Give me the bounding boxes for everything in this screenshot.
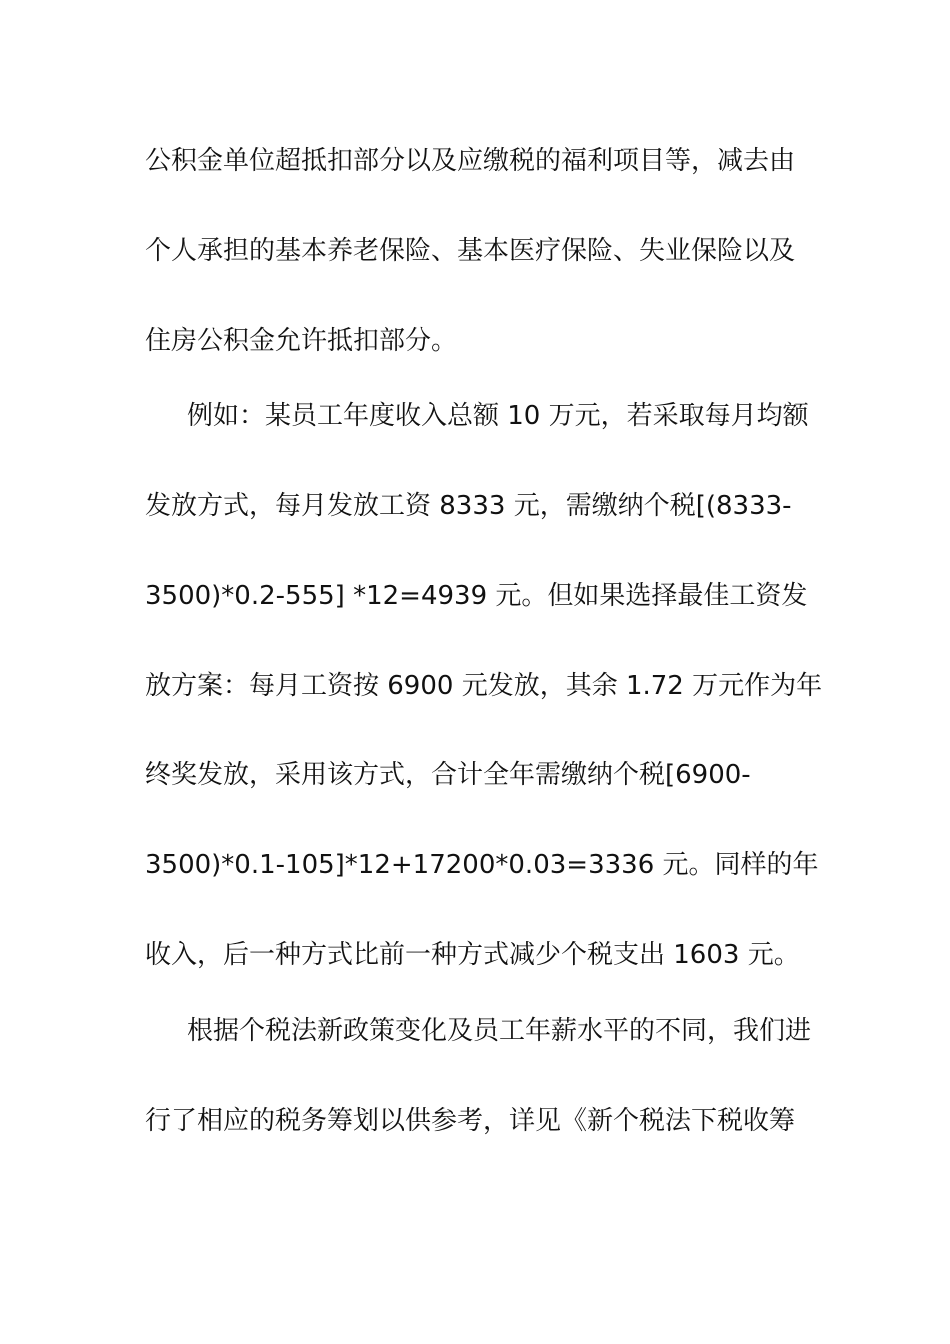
paragraph-line: 3500)*0.1-105]*12+17200*0.03=3336 元。同样的年	[145, 850, 819, 880]
paragraph-line: 行了相应的税务筹划以供参考，详见《新个税法下税收筹	[145, 1106, 796, 1136]
paragraph-line: 个人承担的基本养老保险、基本医疗保险、失业保险以及	[145, 236, 796, 266]
paragraph-line: 终奖发放，采用该方式，合计全年需缴纳个税[6900-	[145, 760, 751, 790]
paragraph-line: 住房公积金允许抵扣部分。	[145, 326, 458, 356]
paragraph-line: 根据个税法新政策变化及员工年薪水平的不同，我们进	[187, 1016, 812, 1046]
paragraph-line: 公积金单位超抵扣部分以及应缴税的福利项目等，减去由	[145, 146, 796, 176]
paragraph-line: 收入，后一种方式比前一种方式减少个税支出 1603 元。	[145, 940, 800, 970]
paragraph-line: 放方案：每月工资按 6900 元发放，其余 1.72 万元作为年	[145, 671, 823, 701]
paragraph-line: 3500)*0.2-555] *12=4939 元。但如果选择最佳工资发	[145, 581, 808, 611]
paragraph-line: 例如：某员工年度收入总额 10 万元，若采取每月均额	[187, 401, 809, 431]
paragraph-line: 发放方式，每月发放工资 8333 元，需缴纳个税[(8333-	[145, 491, 792, 521]
